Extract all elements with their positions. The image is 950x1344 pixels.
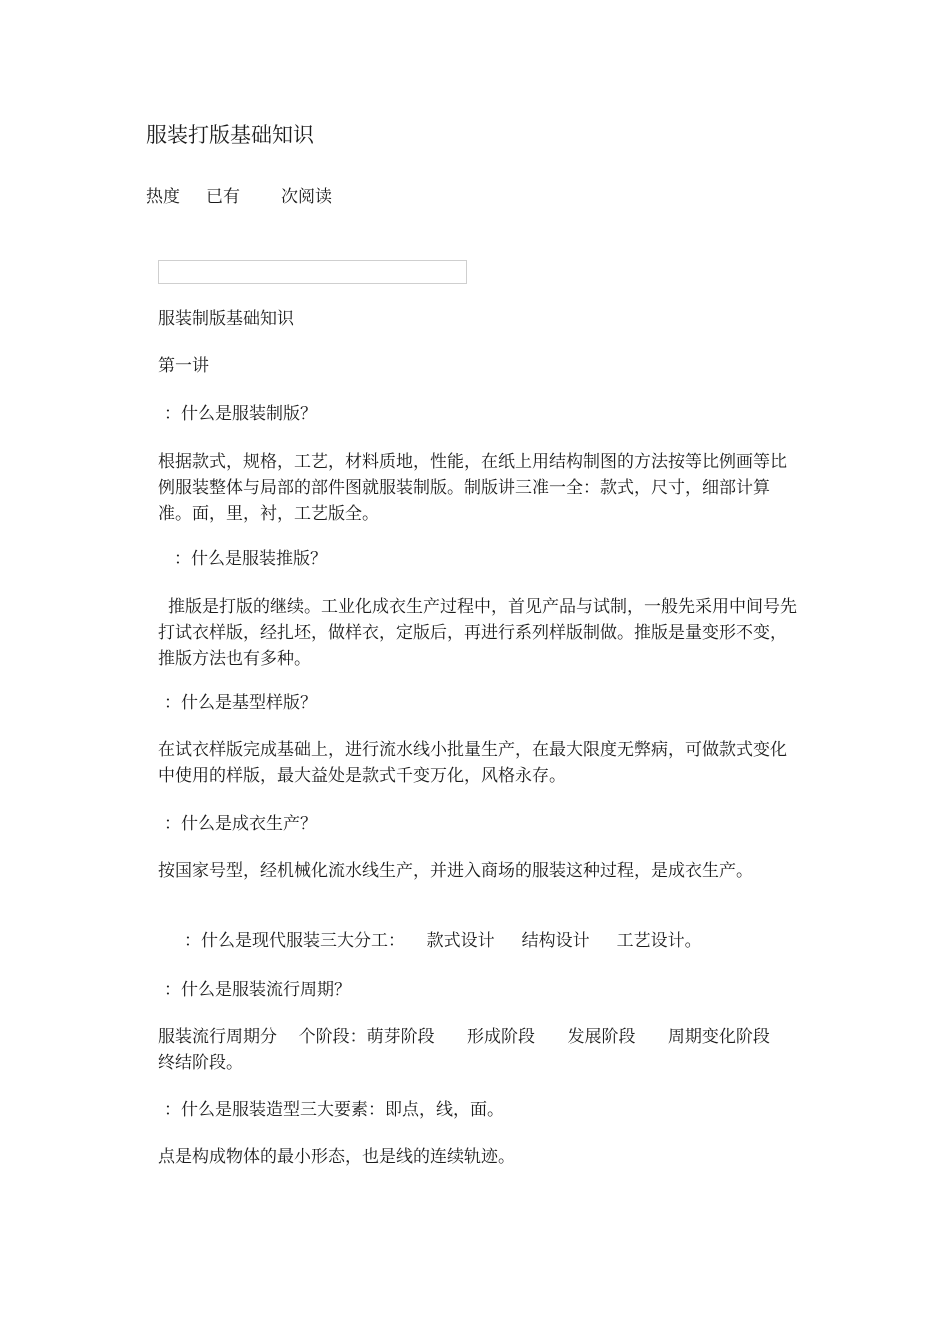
question-1: ：什么是服装制版？ [164,404,317,424]
reads-label: 次阅读 [281,187,332,207]
answer-3: 在试衣样版完成基础上，进行流水线小批量生产，在最大限度无弊病，可做款式变化中使用的样版，最大益处是款式千变万化，风格永存。 [158,740,787,786]
already-label: 已有 [206,187,240,207]
heat-label: 热度 [146,187,180,207]
lecture-label: 第一讲 [158,356,209,376]
read-count-meta [146,184,332,210]
empty-field-box[interactable] [158,260,467,284]
article-heading: 服装制版基础知识 [158,309,294,329]
question-6: ：什么是服装流行周期？ [164,980,351,1000]
question-2: ：什么是服装推版？ [174,549,327,569]
answer-1: 根据款式，规格，工艺，材料质地，性能，在纸上用结构制图的方法按等比例画等比例服装整体与局部的部件图就服装制版。制版讲三准一全：款式，尺寸，细部计算准。面，里，衬，工艺版全。 [158,452,787,524]
question-5: ：什么是现代服装三大分工： 款式设计 结构设计 工艺设计。 [184,931,702,951]
question-4: ：什么是成衣生产？ [164,814,317,834]
page-title: 服装打版基础知识 [146,123,314,147]
answer-2: 推版是打版的继续。工业化成衣生产过程中，首见产品与试制，一般先采用中间号先打试衣样版，经扎坯，做样衣，定版后，再进行系列样版制做。推版是量变形不变，推版方法也有多种。 [158,597,797,669]
answer-4: 按国家号型，经机械化流水线生产，并进入商场的服装这种过程，是成衣生产。 [158,861,753,881]
question-3: ：什么是基型样版？ [164,693,317,713]
answer-6: 服装流行周期分 个阶段：萌芽阶段 形成阶段 发展阶段 周期变化阶段 终结阶段。 [158,1027,803,1073]
answer-7: 点是构成物体的最小形态，也是线的连续轨迹。 [158,1147,515,1167]
question-7: ：什么是服装造型三大要素：即点，线，面。 [164,1100,504,1120]
